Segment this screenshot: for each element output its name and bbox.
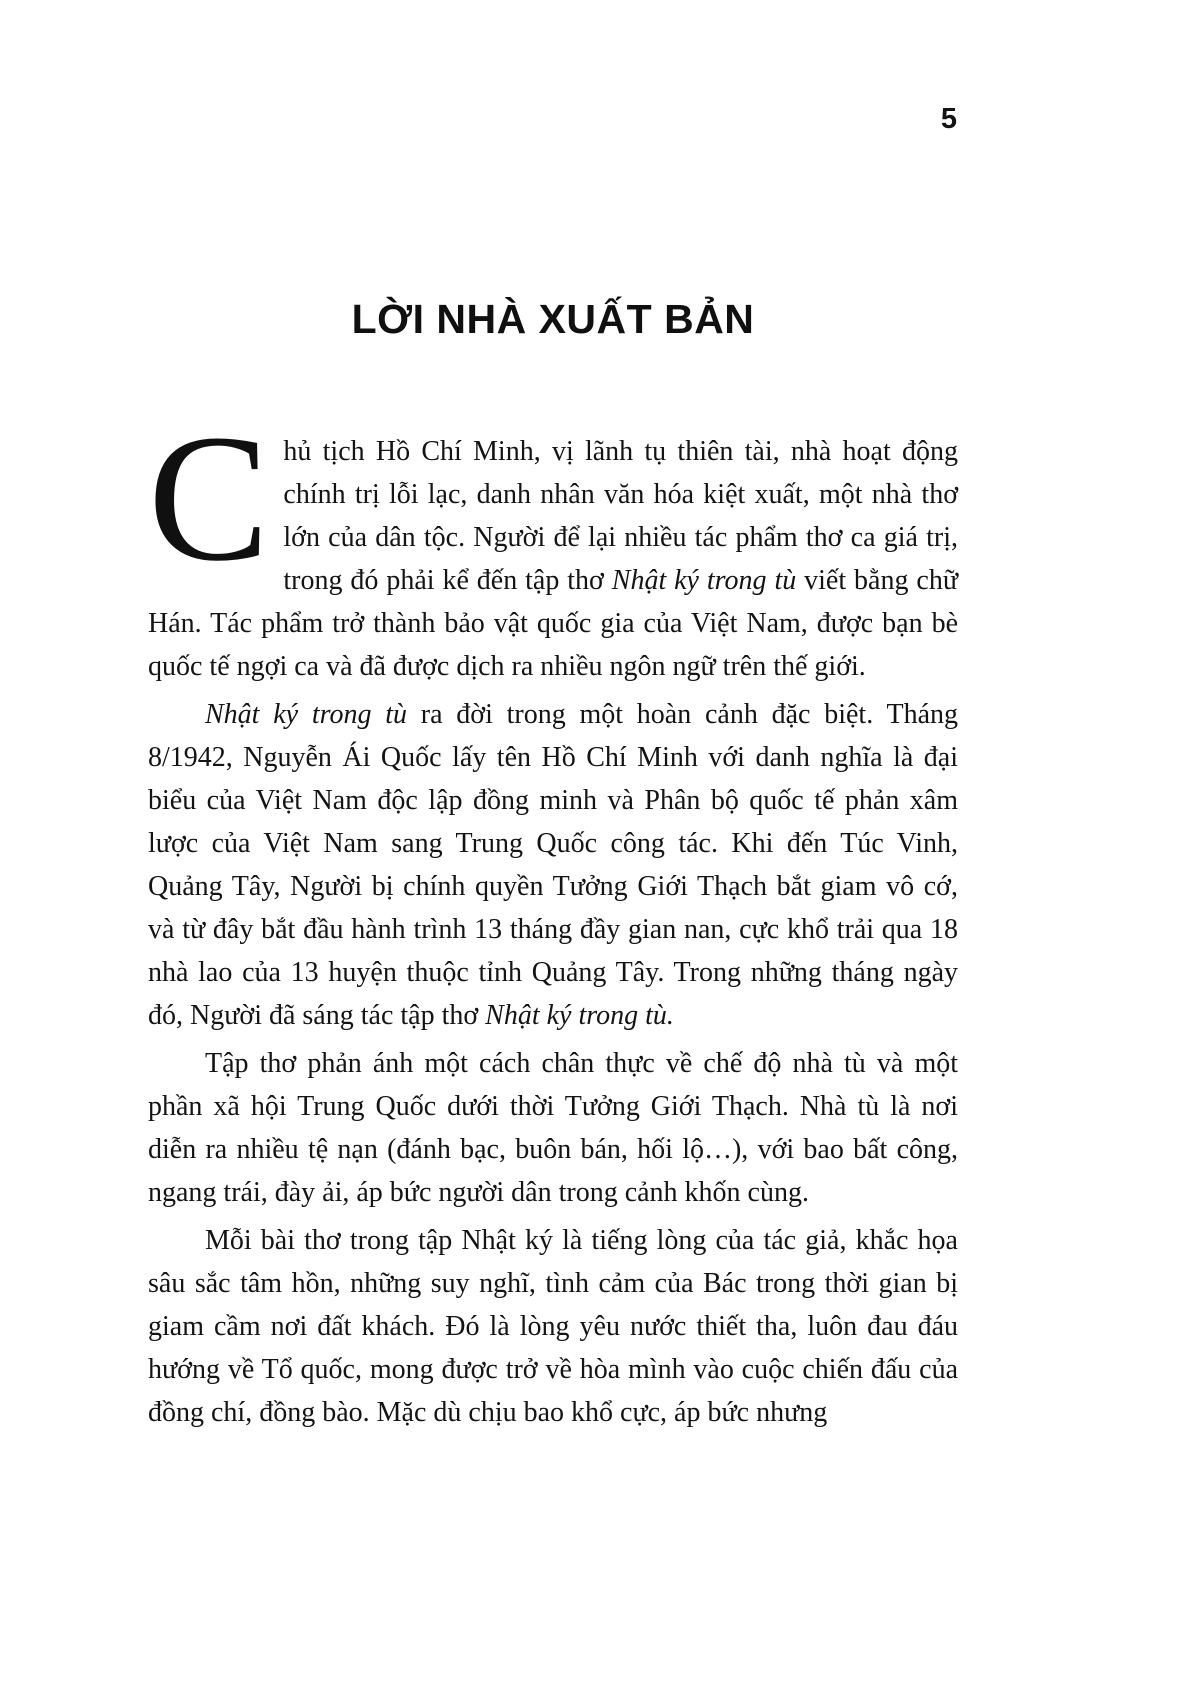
page-number: 5 [940,103,957,135]
chapter-title: LỜI NHÀ XUẤT BẢN [351,296,755,342]
text-run: Mỗi bài thơ trong tập Nhật ký là tiếng lòng của tác giả, khắc họa sâu sắc tâm hồn, những suy nghĩ, tình cảm của Bác trong thời gian bị giam cầm nơi đất khách. Đó là lòng yêu nước thiết tha, luôn đau đáu hướng về Tổ quốc, mong được trở về hòa mình vào cuộc chiến đấu của đồng chí, đồng bào. Mặc dù chịu bao khổ cực, áp bức nhưng [148,1225,958,1428]
italic-run-book-title: Nhật ký trong tù [205,699,408,730]
text-run: ra đời trong một hoàn cảnh đặc biệt. Tháng 8/1942, Nguyễn Ái Quốc lấy tên Hồ Chí Minh với danh nghĩa là đại biểu của Việt Nam độc lập đồng minh và Phân bộ quốc tế phản xâm lược của Việt Nam sang Trung Quốc công tác. Khi đến Túc Vinh, Quảng Tây, Người bị chính quyền Tưởng Giới Thạch bắt giam vô cớ, và từ đây bắt đầu hành trình 13 tháng đầy gian nan, cực khổ trải qua 18 nhà lao của 13 huyện thuộc tỉnh Quảng Tây. Trong những tháng ngày đó, Người đã sáng tác tập thơ [148,699,958,1031]
text-run: viết bằng chữ Hán. Tác phẩm trở thành bảo vật quốc gia của Việt Nam, được bạn bè quốc tế ngợi ca và đã được dịch ra nhiều ngôn ngữ trên thế giới. [148,565,958,682]
text-run: hủ tịch Hồ Chí Minh, vị lãnh tụ thiên tài, nhà hoạt động chính trị lỗi lạc, danh nhân văn hóa kiệt xuất, một nhà thơ lớn của dân tộc. Người để lại nhiều tác phẩm thơ ca giá trị, trong đó phải kể đến tập thơ [283,436,958,596]
paragraph-4 [148,1219,958,1434]
paragraph-2 [148,693,958,1037]
body-text [148,398,958,1439]
text-run: Tập thơ phản ánh một cách chân thực về chế độ nhà tù và một phần xã hội Trung Quốc dưới thời Tưởng Giới Thạch. Nhà tù là nơi diễn ra nhiều tệ nạn (đánh bạc, buôn bán, hối lộ…), với bao bất công, ngang trái, đày ải, áp bức người dân trong cảnh khốn cùng. [148,1048,958,1208]
paragraph-3 [148,1042,958,1214]
italic-run-book-title: Nhật ký trong tù [611,565,797,596]
italic-run-book-title: Nhật ký trong tù. [485,1000,674,1031]
drop-cap: C [148,398,270,599]
paragraph-1 [148,398,958,688]
